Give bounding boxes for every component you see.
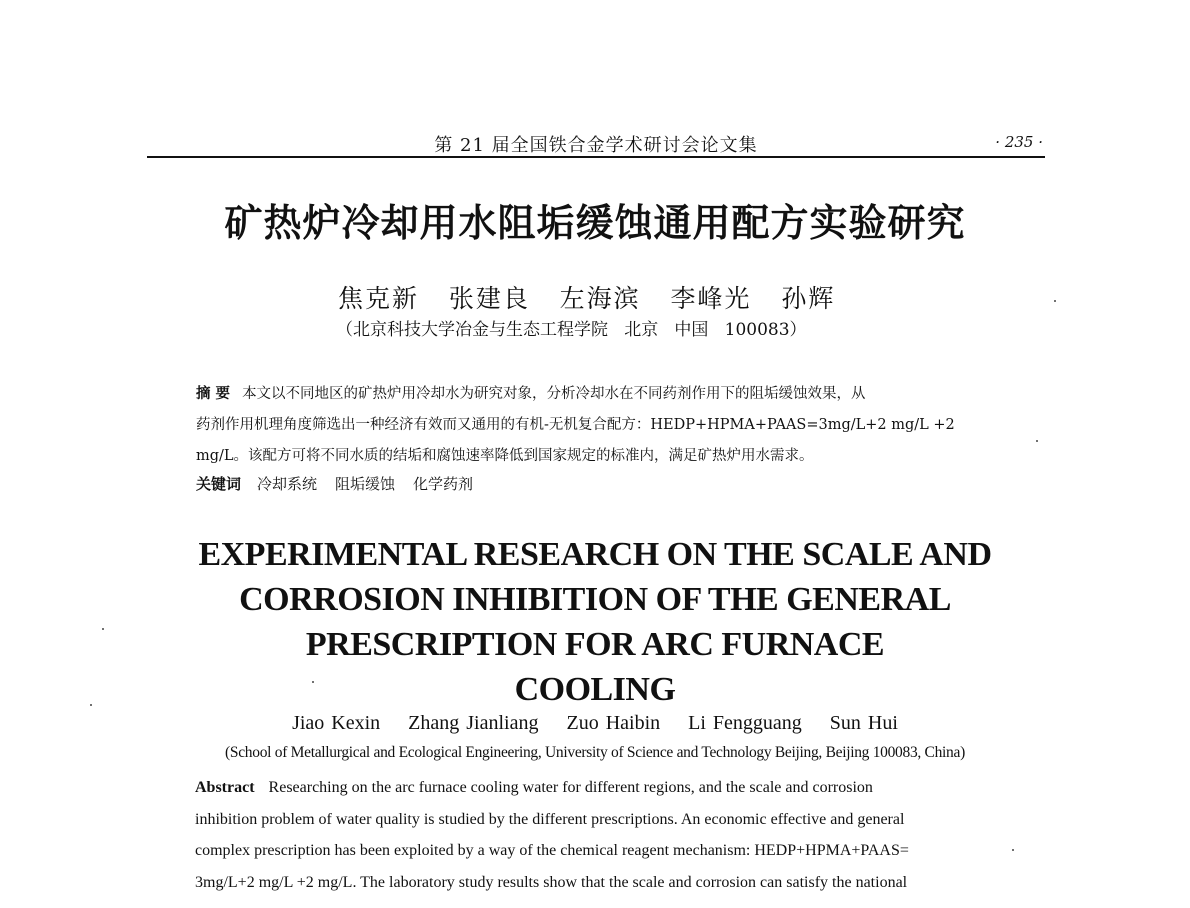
chinese-abstract-line: mg/L。该配方可将不同水质的结垢和腐蚀速率降低到国家规定的标准内，满足矿热炉用水需求。 [196,448,814,464]
english-title-line: EXPERIMENTAL RESEARCH ON THE SCALE AND [198,536,992,573]
english-abstract-line: inhibition problem of water quality is studied by the different prescriptions. An economic effective and general [195,810,905,828]
chinese-authors: 焦克新 张建良 左海滨 李峰光 孙辉 [338,284,836,313]
chinese-abstract-line: 药剂作用机理角度筛选出一种经济有效而又通用的有机-无机复合配方：HEDP+HPMA+PAAS=3mg/L+2 mg/L +2 [196,417,955,433]
keyword: 化学药剂 [413,475,474,493]
english-title-line: COOLING [514,671,676,708]
scan-speck [102,628,104,630]
chinese-title: 矿热炉冷却用水阻垢缓蚀通用配方实验研究 [224,201,966,245]
keyword: 冷却系统 [257,475,318,493]
english-authors: Jiao Kexin Zhang Jianliang Zuo Haibin Li Fengguang Sun Hui [292,712,898,734]
chinese-abstract-line [196,378,996,410]
page-number: · 235 · [995,133,1043,151]
english-abstract-line: 3mg/L+2 mg/L +2 mg/L. The laboratory study results show that the scale and corrosion can satisfy the national [195,873,908,891]
running-header [147,128,1045,158]
scan-speck [1054,300,1056,302]
english-title-line: PRESCRIPTION FOR ARC FURNACE [305,626,885,663]
english-title-line: CORROSION INHIBITION OF THE GENERAL [239,581,951,618]
chinese-affiliation: （北京科技大学冶金与生态工程学院 北京 中国 100083） [336,320,807,340]
english-abstract [195,772,995,898]
scan-speck [1012,849,1014,851]
english-abstract-line: complex prescription has been exploited by a way of the chemical reagent mechanism: HEDP+HPMA+PAAS= [195,842,909,859]
chinese-abstract-text: 本文以不同地区的矿热炉用冷却水为研究对象，分析冷却水在不同药剂作用下的阻垢缓蚀效果，从 [242,386,866,402]
scan-speck [312,681,314,683]
chinese-keywords-label: 关键词 [196,475,242,493]
chinese-abstract-label: 摘 要 [196,385,231,402]
english-title [160,532,1030,712]
english-affiliation: (School of Metallurgical and Ecological Engineering, University of Science and Technology Beijing, Beijing 100083, China) [225,744,965,761]
english-abstract-text: Researching on the arc furnace cooling water for different regions, and the scale and corrosion [268,779,873,796]
chinese-keywords [196,473,491,494]
running-title: 第 21 届全国铁合金学术研讨会论文集 [434,135,758,156]
chinese-abstract [196,378,996,472]
scan-speck [1036,440,1038,442]
keyword: 阻垢缓蚀 [335,475,396,493]
english-abstract-line [195,772,995,804]
english-abstract-label: Abstract [195,779,255,796]
scan-speck [90,704,92,706]
